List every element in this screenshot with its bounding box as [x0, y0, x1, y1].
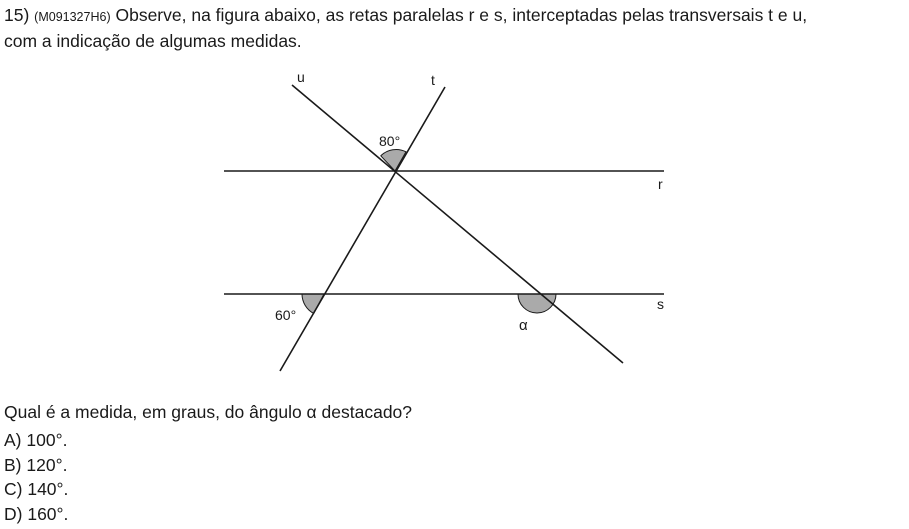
option-text: 140°. — [27, 479, 69, 499]
label-angle-60: 60° — [275, 307, 297, 323]
answer-options — [4, 428, 68, 526]
line-u — [292, 85, 623, 363]
option-letter: B) — [4, 454, 22, 475]
label-s: s — [657, 296, 664, 312]
label-angle-alpha: α — [519, 317, 528, 334]
label-t: t — [431, 72, 435, 88]
option-letter: A) — [4, 430, 22, 450]
option-text: 120°. — [26, 454, 68, 475]
option-a[interactable] — [4, 428, 68, 453]
question-text: Observe, na figura abaixo, as retas paralelas r e s, interceptadas pelas transversais t e u, — [115, 5, 808, 25]
angle-alpha-shade — [518, 294, 556, 313]
option-b[interactable] — [4, 453, 68, 478]
option-letter: D) — [4, 503, 23, 524]
question-number: 15) — [4, 5, 30, 25]
angle-60-shade — [302, 294, 324, 313]
line-t — [280, 87, 445, 371]
stem-line-2: com a indicação de algumas medidas. — [4, 31, 302, 51]
option-letter: C) — [4, 479, 23, 499]
label-u: u — [297, 69, 305, 85]
option-c[interactable] — [4, 477, 68, 502]
option-text: 100°. — [26, 430, 68, 450]
option-text: 160°. — [27, 503, 69, 524]
option-d[interactable] — [4, 502, 68, 527]
question-prompt: Qual é a medida, em graus, do ângulo α destacado? — [4, 402, 413, 422]
label-angle-80: 80° — [379, 133, 401, 149]
label-r: r — [658, 176, 663, 192]
question-code: (M091327H6) — [34, 10, 111, 24]
